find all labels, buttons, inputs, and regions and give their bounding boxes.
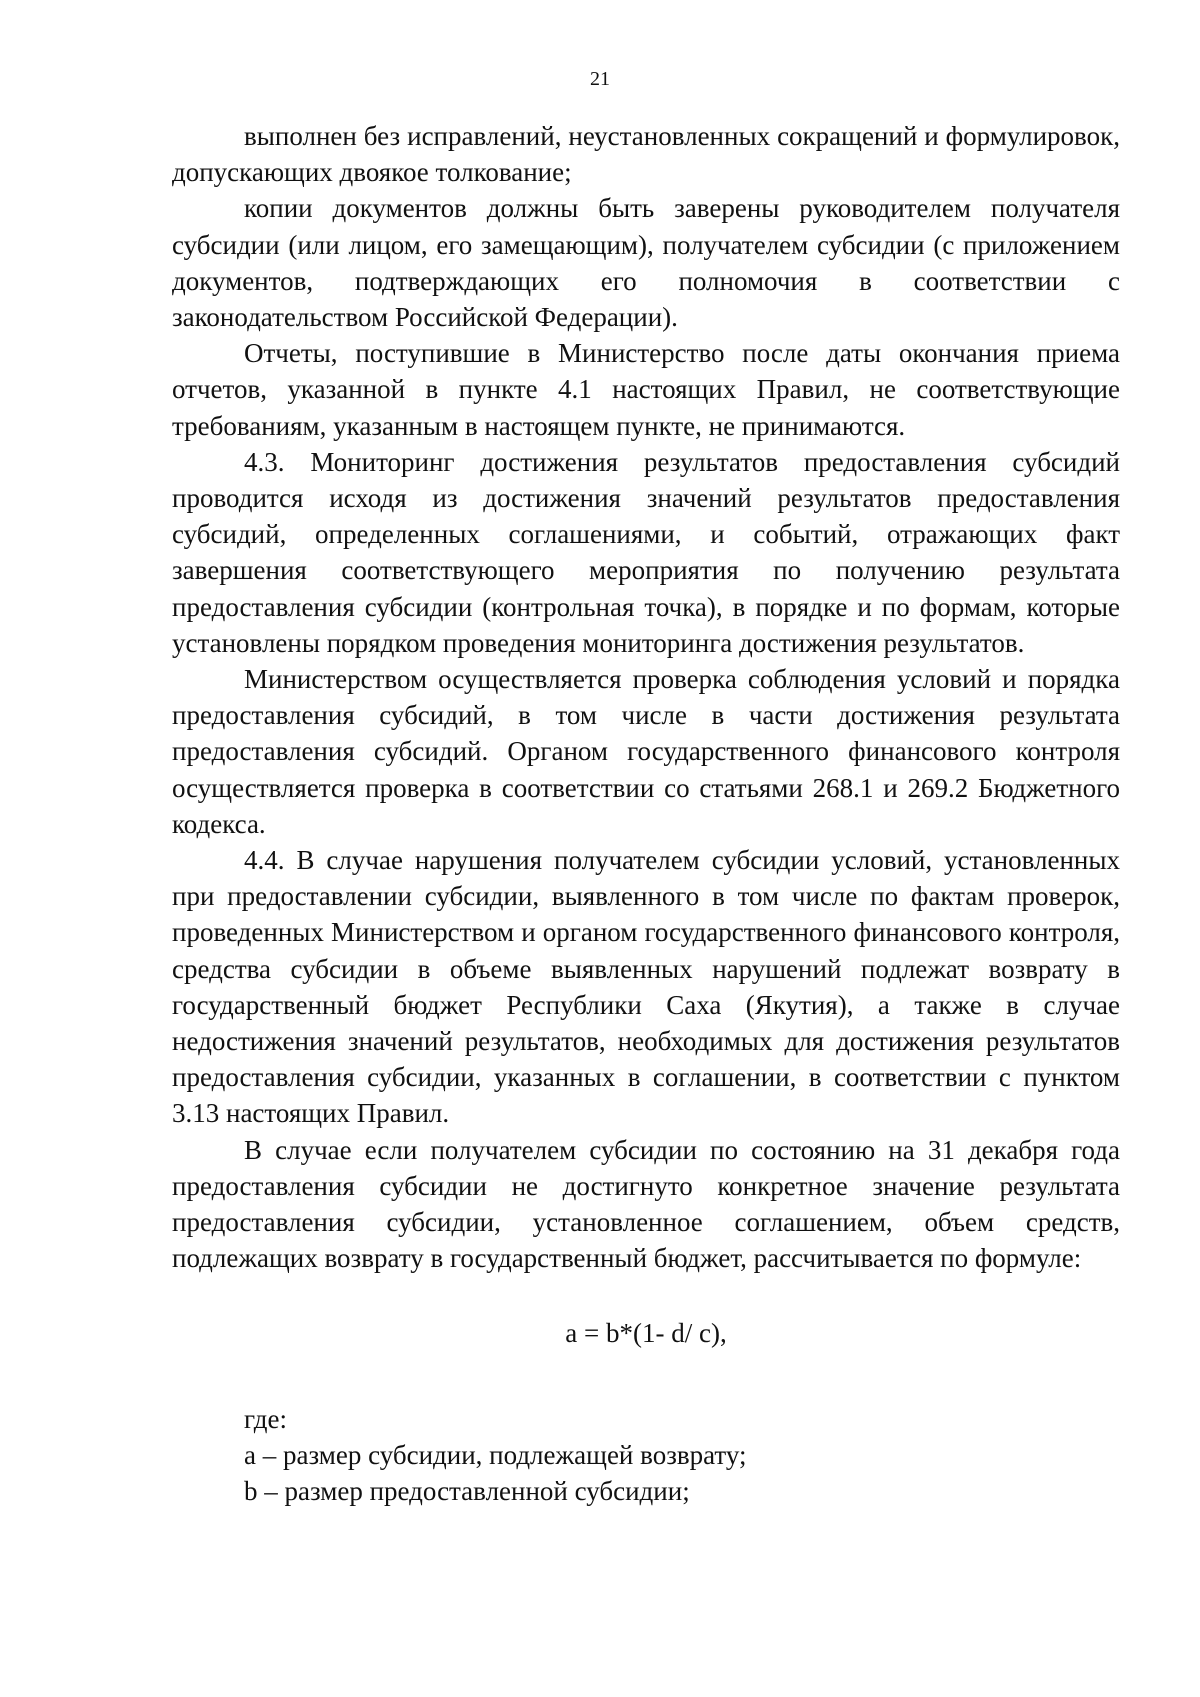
paragraph: В случае если получателем субсидии по состоянию на 31 декабря года предоставления субсидии не достигнуто конкретное значение результата предоставления субсидии, установленное соглашением, объем средств, подлежащих возврату в государственный бюджет, рассчитывается по формуле: xyxy=(172,1134,1120,1274)
document-body xyxy=(172,118,1120,1509)
paragraph: Министерством осуществляется проверка соблюдения условий и порядка предоставления субсидий, в том числе в части достижения результата предоставления субсидий. Органом государственного финансового контроля осуществляется проверка в соответствии со статьями 268.1 и 269.2 Бюджетного кодекса. xyxy=(172,664,1120,839)
paragraph: Отчеты, поступившие в Министерство после даты окончания приема отчетов, указанной в пункте 4.1 настоящих Правил, не соответствующие требованиям, указанным в настоящем пункте, не принимаются. xyxy=(172,338,1120,441)
formula-definitions xyxy=(172,1401,1120,1510)
paragraph-section-4-4: 4.4. В случае нарушения получателем субсидии условий, установленных при предоставлении субсидии, выявленного в том числе по фактам проверок, проведенных Министерством и органом государственного финансового контроля, средства субсидии в объеме выявленных нарушений подлежат возврату в государственный бюджет Республики Саха (Якутия), а также в случае недостижения значений результатов, необходимых для достижения результатов предоставления субсидии, указанных в соглашении, в соответствии с пунктом 3.13 настоящих Правил. xyxy=(172,845,1120,1129)
page-number: 21 xyxy=(590,68,610,90)
definition-item: b – размер предоставленной субсидии; xyxy=(244,1476,690,1507)
definitions-intro: где: xyxy=(244,1403,287,1434)
formula: a = b*(1- d/ c), xyxy=(565,1317,727,1348)
definition-item: a – размер субсидии, подлежащей возврату; xyxy=(244,1439,747,1470)
paragraph: выполнен без исправлений, неустановленных сокращений и формулировок, допускающих двоякое толкование; xyxy=(172,121,1120,188)
paragraph-section-4-3: 4.3. Мониторинг достижения результатов предоставления субсидий проводится исходя из достижения значений результатов предоставления субсидий, определенных соглашениями, и событий, отражающих факт завершения соответствующего мероприятия по получению результата предоставления субсидии (контрольная точка), в порядке и по формам, которые установлены порядком проведения мониторинга достижения результатов. xyxy=(172,446,1120,658)
paragraph: копии документов должны быть заверены руководителем получателя субсидии (или лицом, его замещающим), получателем субсидии (с приложением документов, подтверждающих его полномочия в соответствии с законодательством Российской Федерации). xyxy=(172,193,1120,333)
